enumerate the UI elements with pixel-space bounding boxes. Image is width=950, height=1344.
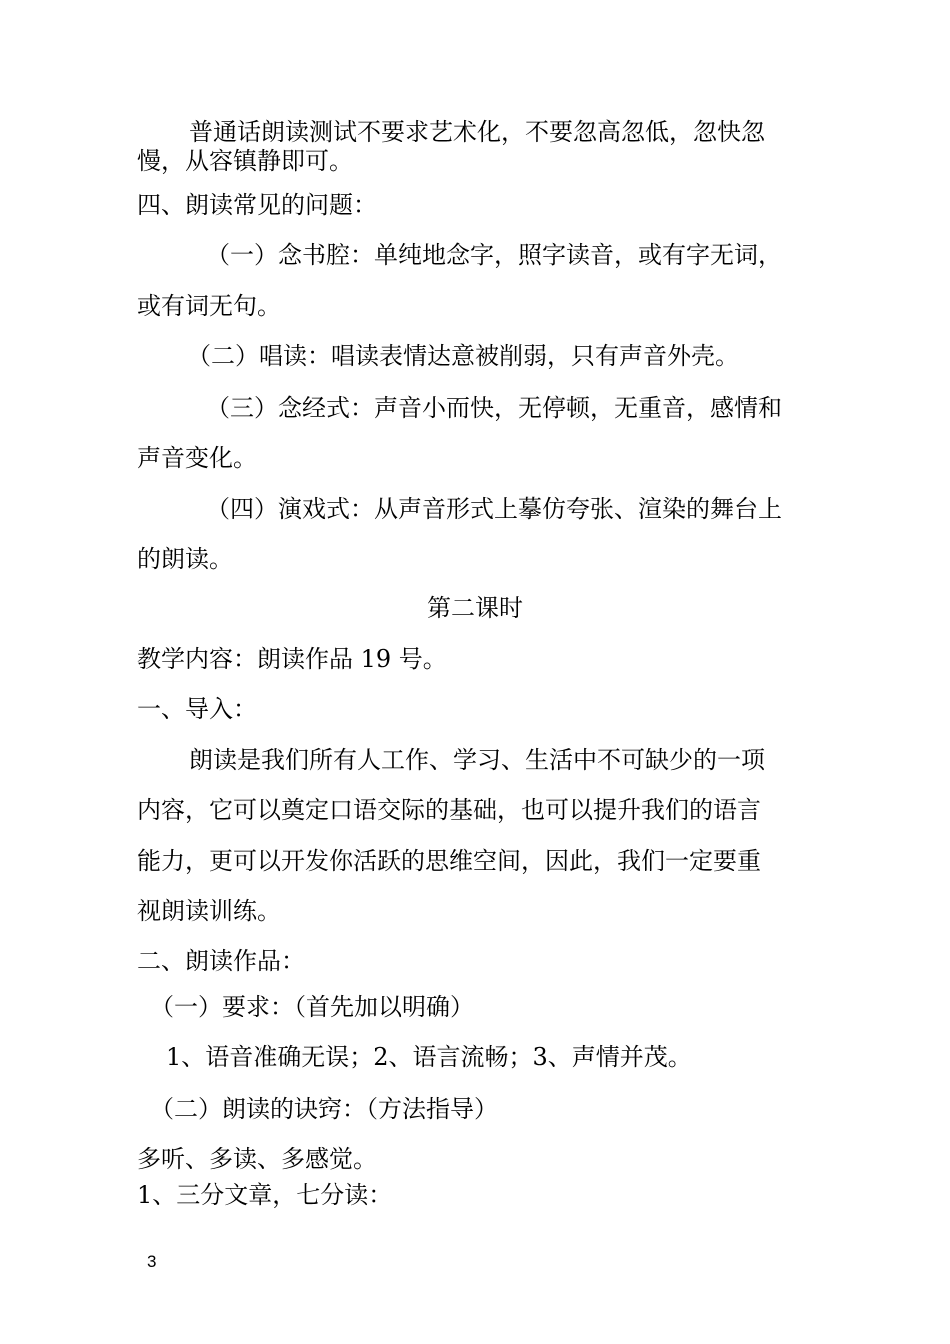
- section-heading: 一、导入：: [137, 695, 257, 723]
- section-heading: 四、朗读常见的问题：: [137, 191, 377, 219]
- paragraph-line: 教学内容：朗读作品 19 号。: [137, 645, 447, 673]
- paragraph-line: （一）念书腔：单纯地念字，照字读音，或有字无词，: [206, 241, 782, 269]
- paragraph-line: 多听、多读、多感觉。: [137, 1145, 377, 1173]
- paragraph-line: 内容，它可以奠定口语交际的基础，也可以提升我们的语言: [137, 796, 761, 824]
- paragraph-line: 视朗读训练。: [137, 897, 281, 925]
- paragraph-line: 1、语音准确无误；2、语言流畅；3、声情并茂。: [166, 1043, 692, 1071]
- paragraph-line: 能力，更可以开发你活跃的思维空间，因此，我们一定要重: [137, 847, 761, 875]
- paragraph-line: （一）要求：（首先加以明确）: [150, 993, 474, 1021]
- paragraph-line: （二）唱读：唱读表情达意被削弱，只有声音外壳。: [187, 342, 739, 370]
- paragraph-line: （四）演戏式：从声音形式上摹仿夸张、渲染的舞台上: [206, 495, 782, 523]
- paragraph-line: 朗读是我们所有人工作、学习、生活中不可缺少的一项: [189, 746, 765, 774]
- section-heading: 二、朗读作品：: [137, 947, 305, 975]
- paragraph-line: （三）念经式：声音小而快，无停顿，无重音，感情和: [206, 394, 782, 422]
- lesson-title: 第二课时: [427, 594, 523, 622]
- paragraph-line: （二）朗读的诀窍：（方法指导）: [150, 1095, 498, 1123]
- paragraph-line: 的朗读。: [137, 545, 233, 573]
- paragraph-line: 慢，从容镇静即可。: [137, 147, 353, 175]
- paragraph-line: 普通话朗读测试不要求艺术化，不要忽高忽低，忽快忽: [189, 118, 765, 146]
- paragraph-line: 或有词无句。: [137, 292, 281, 320]
- paragraph-line: 声音变化。: [137, 444, 257, 472]
- paragraph-line: 1、三分文章，七分读：: [137, 1181, 393, 1209]
- page-number: 3: [147, 1252, 157, 1271]
